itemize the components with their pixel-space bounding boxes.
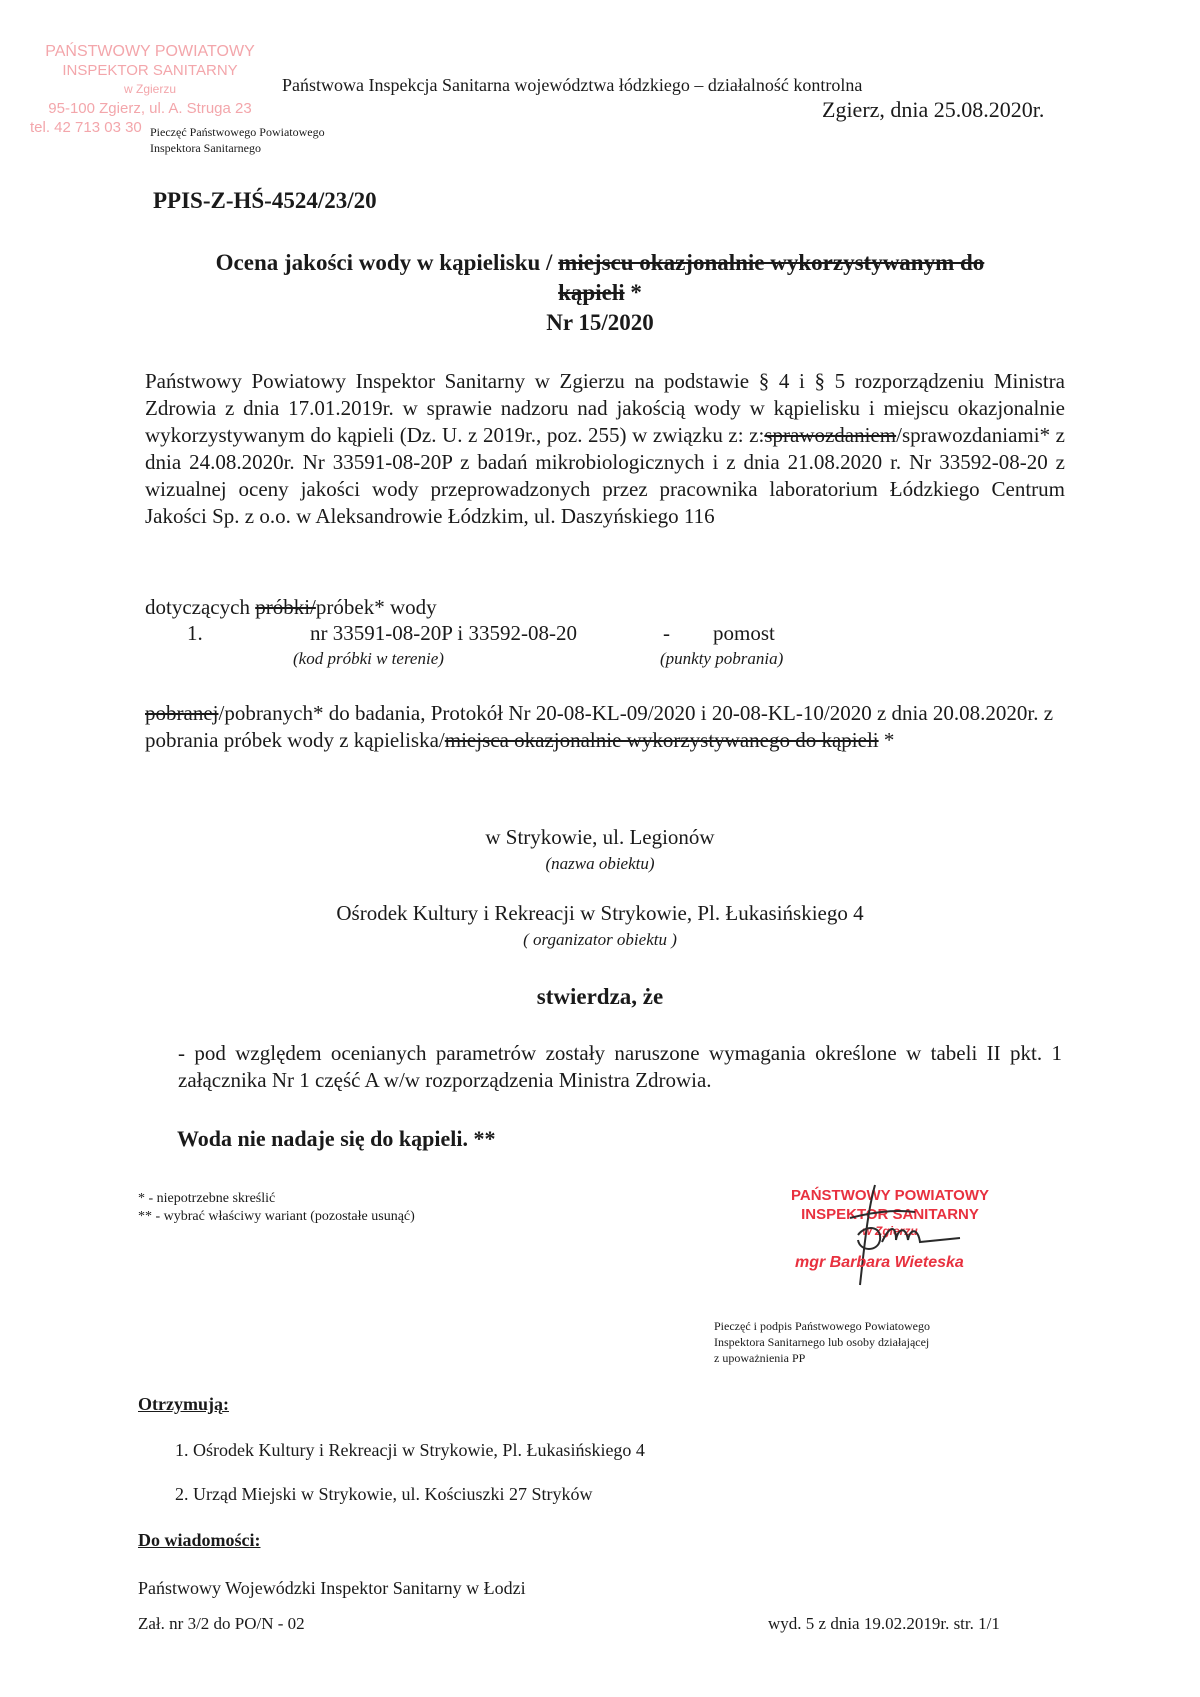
signature-caption2: Inspektora Sanitarnego lub osoby działającej bbox=[714, 1335, 930, 1349]
intro-text: Państwowy Powiatowy Inspektor Sanitarny w Zgierzu na podstawie § 4 i § 5 rozporządzeniu Ministra Zdrowia z dnia 17.01.2019r. w sprawie nadzoru nad jakością wody w kąpielisku i miejscu okazjonalnie wykorzystywanym do kąpieli (Dz. U. z 2019r., poz. 255) w związku z: z: bbox=[145, 369, 1065, 447]
title-part1: Ocena jakości wody w kąpielisku / bbox=[215, 250, 559, 275]
samples-lead-text: dotyczących bbox=[145, 595, 256, 619]
finding-heading: stwierdza, że bbox=[536, 984, 664, 1009]
header-stamp-line4: 95-100 Zgierz, ul. A. Struga 23 bbox=[48, 100, 252, 117]
footnote-1: * - niepotrzebne skreślić bbox=[138, 1191, 276, 1206]
object-organizer: Ośrodek Kultury i Rekreacji w Strykowie, Pl. Łukasińskiego 4 bbox=[336, 901, 864, 925]
header-stamp-caption bbox=[150, 124, 370, 156]
collected-struck1: pobranej bbox=[145, 701, 219, 725]
title-line2 bbox=[100, 278, 1100, 308]
header-stamp-caption2: Inspektora Sanitarnego bbox=[150, 141, 261, 155]
recipient-1: 1. Ośrodek Kultury i Rekreacji w Strykowie, Pl. Łukasińskiego 4 bbox=[175, 1440, 645, 1460]
intro-struck: sprawozdaniem bbox=[764, 423, 897, 447]
sample-row-number: 1. bbox=[187, 621, 203, 645]
sample-row-code: nr 33591-08-20P i 33592-08-20 bbox=[310, 621, 577, 645]
signature-stamp-line2: INSPEKTOR SANITARNY bbox=[801, 1206, 979, 1223]
sample-row-dash: - bbox=[663, 621, 670, 645]
samples-lead-rest: próbek* wody bbox=[315, 595, 437, 619]
footer-left: Zał. nr 3/2 do PO/N - 02 bbox=[138, 1614, 305, 1633]
recipients-heading: Otrzymują: bbox=[138, 1394, 229, 1414]
object-organizer-caption: ( organizator obiektu ) bbox=[523, 930, 677, 949]
handwritten-signature bbox=[820, 1180, 980, 1290]
header-stamp-caption1: Pieczęć Państwowego Powiatowego bbox=[150, 125, 325, 139]
for-info-heading: Do wiadomości: bbox=[138, 1530, 261, 1550]
reference-number: PPIS-Z-HŚ-4524/23/20 bbox=[153, 188, 377, 213]
place-date: Zgierz, dnia 25.08.2020r. bbox=[822, 97, 1045, 122]
collected-paragraph bbox=[145, 700, 1065, 754]
title-tail: * bbox=[624, 280, 642, 305]
samples-lead-struck: próbki/ bbox=[255, 595, 316, 619]
title-line1 bbox=[100, 248, 1100, 278]
signature-caption1: Pieczęć i podpis Państwowego Powiatowego bbox=[714, 1319, 930, 1333]
signature-caption3: z upoważnienia PP bbox=[714, 1351, 806, 1365]
signature-caption bbox=[714, 1318, 930, 1366]
object-name-caption: (nazwa obiektu) bbox=[545, 854, 655, 873]
title-struck1: miejscu okazjonalnie wykorzystywanym do bbox=[558, 250, 985, 275]
signature-stamp-line3: w Zgierzu bbox=[862, 1224, 918, 1238]
sample-point-caption: (punkty pobrania) bbox=[660, 649, 784, 668]
header-stamp bbox=[30, 42, 270, 137]
sample-row-point: pomost bbox=[713, 621, 775, 645]
title-number: Nr 15/2020 bbox=[546, 310, 654, 335]
header-stamp-line2: INSPEKTOR SANITARNY bbox=[62, 62, 238, 79]
intro-paragraph bbox=[145, 368, 1065, 530]
header-stamp-line5: tel. 42 713 03 30 bbox=[30, 119, 142, 136]
finding-item: - pod względem ocenianych parametrów zostały naruszone wymagania określone w tabeli II pkt. 1 załącznika Nr 1 część A w/w rozporządzenia Ministra Zdrowia. bbox=[178, 1041, 1062, 1092]
signature-stamp-line1: PAŃSTWOWY POWIATOWY bbox=[790, 1187, 990, 1204]
sample-code-caption: (kod próbki w terenie) bbox=[293, 649, 444, 668]
verdict: Woda nie nadaje się do kąpieli. ** bbox=[177, 1126, 496, 1151]
footer-right: wyd. 5 z dnia 19.02.2019r. str. 1/1 bbox=[768, 1614, 1000, 1633]
footnote-2: ** - wybrać właściwy wariant (pozostałe usunąć) bbox=[138, 1209, 415, 1224]
collected-struck2: miejsca okazjonalnie wykorzystywanego do kąpieli bbox=[444, 728, 879, 752]
document-title bbox=[100, 248, 1100, 338]
institution-line: Państwowa Inspekcja Sanitarna województwa łódzkiego – działalność kontrolna bbox=[282, 75, 863, 95]
samples-lead bbox=[145, 594, 437, 621]
object-name: w Strykowie, ul. Legionów bbox=[485, 825, 715, 849]
for-info-text: Państwowy Wojewódzki Inspektor Sanitarny w Łodzi bbox=[138, 1578, 526, 1598]
title-struck2: kąpieli bbox=[558, 280, 625, 305]
header-stamp-line3: w Zgierzu bbox=[123, 82, 176, 96]
header-stamp-line1: PAŃSTWOWY POWIATOWY bbox=[45, 43, 255, 60]
footnotes bbox=[138, 1190, 415, 1226]
collected-tail: * bbox=[878, 728, 895, 752]
recipient-2: 2. Urząd Miejski w Strykowie, ul. Kościuszki 27 Stryków bbox=[175, 1484, 593, 1504]
collected-text: /pobranych* do badania, Protokół Nr 20-08-KL-09/2020 i 20-08-KL-10/2020 z dnia 20.08.2020r. z pobrania próbek wody z kąpieliska/ bbox=[145, 701, 1054, 752]
signature-name: mgr Barbara Wieteska bbox=[795, 1254, 964, 1271]
intro-rest: /sprawozdaniami* z dnia 24.08.2020r. Nr 33591-08-20P z badań mikrobiologicznych i z dnia 21.08.2020 r. Nr 33592-08-20 z wizualnej oceny jakości wody przeprowadzonych przez pracownika laboratorium Łódzkiego Centrum Jakości Sp. z o.o. w Aleksandrowie Łódzkim, ul. Daszyńskiego 116 bbox=[145, 423, 1065, 528]
